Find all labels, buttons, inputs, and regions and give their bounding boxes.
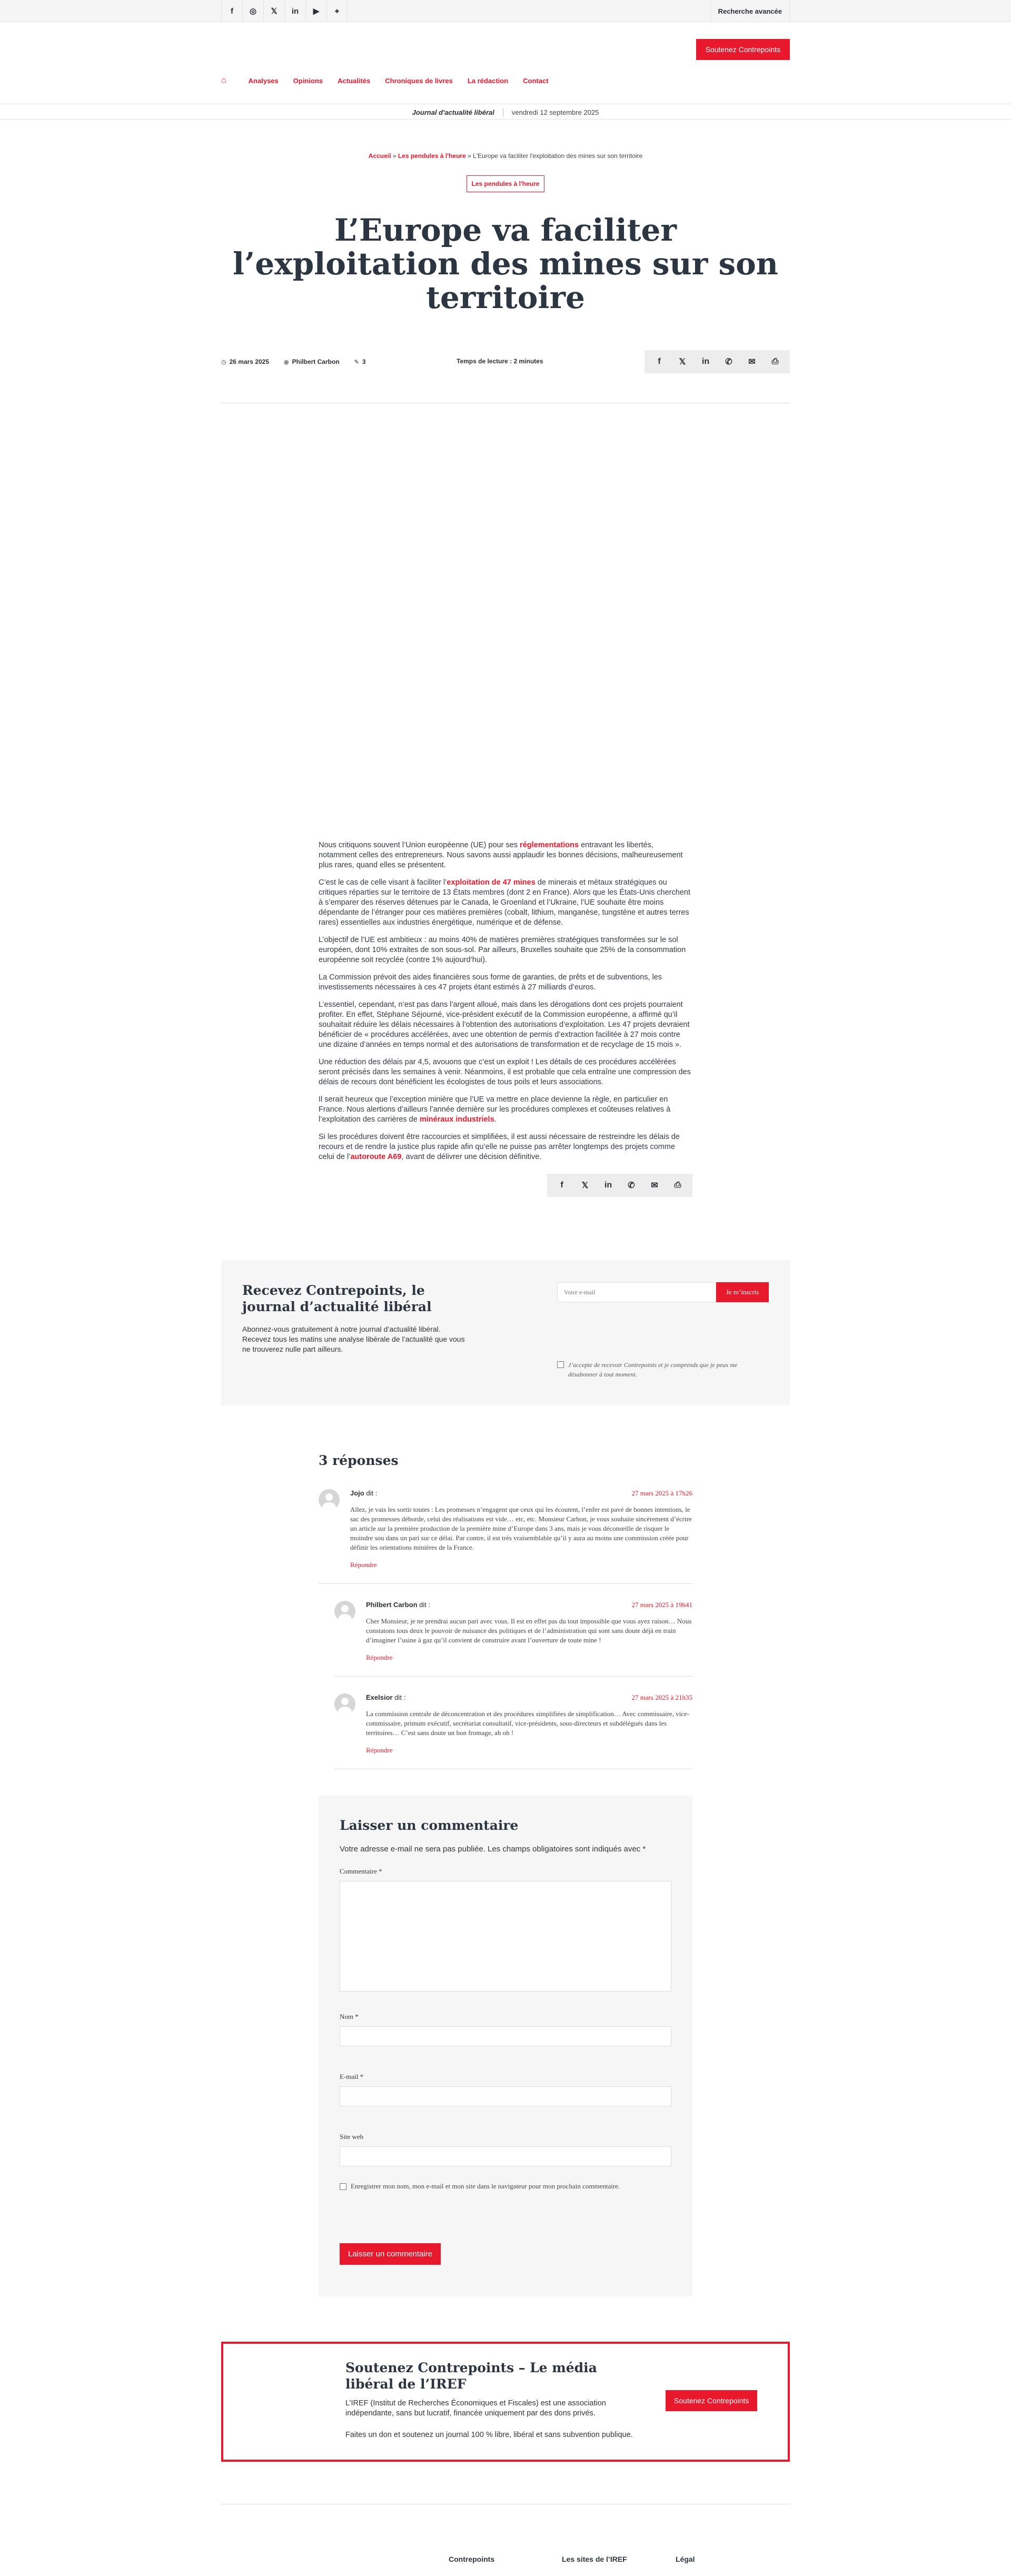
nav-item-contact[interactable]: Contact [523, 76, 549, 85]
facebook-icon[interactable]: f [221, 0, 242, 22]
paragraph: La Commission prévoit des aides financières sous forme de garanties, de prêts et de subventions, les investissements nécessaires à ces 47 projets étant estimés à 27 milliards d’euros. [319, 973, 662, 992]
paragraph: L’objectif de l’UE est ambitieux : au moins 40% de matières premières stratégiques transformées sur le sol européen, dont 10% extraites de son sous-sol. Par ailleurs, Bruxelles souhaite que 25% de la consommation européenne soit recyclée (contre 1% aujourd’hui). [319, 936, 686, 964]
advanced-search-link[interactable]: Recherche avancée [710, 0, 790, 22]
comment-form-note: Votre adresse e-mail ne sera pas publiée. Les champs obligatoires sont indiqués avec * [340, 1845, 646, 1854]
article-date: 26 mars 2025 [229, 358, 270, 365]
clock-icon: ◷ [221, 359, 226, 365]
nav-item-chroniques[interactable]: Chroniques de livres [385, 76, 453, 85]
paragraph: Si les procédures doivent être raccourcies et simplifiées, il est aussi nécessaire de restreindre les délais de recours et de rendre la justice plus rapide afin qu’elle ne puisse pas arrêter longtemps des projets comme celui de l’autoroute A69, avant de délivrer une décision définitive. [319, 1133, 680, 1161]
paragraph: Nous critiquons souvent l’Union européenne (UE) pour ses réglementations entravant les libertés, notamment celles des entrepreneurs. Nous savons aussi applaudir les bonnes décisions, malheureusement plus rares, quand elles se présentent. [319, 841, 683, 869]
link-exploitation-mines[interactable]: exploitation de 47 mines [447, 878, 536, 887]
youtube-icon[interactable]: ▶ [305, 0, 326, 22]
meta-date [221, 358, 269, 365]
page-title: L’Europe va faciliter l’exploitation des mines sur son territoire [233, 212, 778, 315]
share-whatsapp-icon[interactable]: ✆ [725, 358, 732, 366]
location-icon[interactable]: ⌖ [326, 0, 348, 22]
save-info [340, 2182, 671, 2191]
comment-date[interactable]: 27 mars 2025 à 21h35 [631, 1693, 692, 1701]
share-whatsapp-icon[interactable]: ✆ [628, 1181, 635, 1190]
article-author[interactable]: Philbert Carbon [292, 358, 340, 365]
comment-date[interactable]: 27 mars 2025 à 17h26 [631, 1489, 692, 1497]
meta-comments[interactable] [354, 358, 366, 365]
paragraph: Il serait heureux que l’exception minière que l’UE va mettre en place devienne la règle, en particulier en France. Nous alertions d’ailleurs l’année dernière sur les procédures complexes et coûteuses relatives à l’exploitation des carrières de minéraux industriels. [319, 1095, 671, 1124]
comment-text: La commission centrale de déconcentration et des procédures simplifiées de simplification… Avec commissaire, vice-commissaire, primum exécutif, secrétariat consultatif, vice-présidents, sous-directeurs et subdélégués dans les territoires… C’est sans doute un bon fromage, ah oh ! [366, 1710, 690, 1737]
featured-image-area [0, 403, 1011, 840]
nav-item-redaction[interactable]: La rédaction [467, 76, 509, 85]
consent-label: J’accepte de recevoir Contrepoints et je comprends que je peux me désabonner à tout moment. [568, 1361, 738, 1378]
support-title: Soutenez Contrepoints – Le média libéral de l’IREF [345, 2360, 597, 2392]
paragraph: L’essentiel, cependant, n’est pas dans l’argent alloué, mais dans les dérogations dont ces projets pourraient profiter. En effet, Stéphane Séjourné, vice-président exécutif de la Commission européenne, a affirmé qu’il souhaitait réduire les délais nécessaires à l’obtention des autorisations d’exploitation. Les 47 projets devraient bénéficier de « procédures accélérées, avec une obtention de permis d’extraction facilitée à 27 mois contre une dizaine d’années en temps normal et des autorisations de transformation et de recyclage de 15 mois ». [319, 1000, 690, 1049]
comment-icon: ✎ [354, 359, 359, 365]
footer-col-contrepoints: Contrepoints [449, 2555, 495, 2563]
save-info-label: Enregistrer mon nom, mon e-mail et mon site dans le navigateur pour mon prochain commentaire. [351, 2182, 620, 2190]
comments-heading: 3 réponses [319, 1453, 399, 1468]
instagram-icon[interactable]: ◎ [242, 0, 263, 22]
breadcrumb-sep: » [468, 152, 471, 160]
comment [319, 1489, 692, 1584]
name-field[interactable] [340, 2026, 671, 2046]
footer-col-legal: Légal [676, 2555, 695, 2563]
nav-item-analyses[interactable]: Analyses [248, 76, 279, 85]
tagline-bar [0, 104, 1011, 120]
avatar [319, 1489, 340, 1510]
comment-text: Cher Monsieur, je ne prendrai aucun pari avec vous. Il est en effet pas du tout impossible que vous ayez raison… Nous constatons tous deux le pouvoir de nuisance des politiques et de l’administration qui sont sans doute déjà en train d’imaginer l’usine à gaz qu’il convient de construire avant l’ouverture de toute mine ! [366, 1617, 692, 1644]
support-text: L’IREF (Institut de Recherches Économiques et Fiscales) est une association indépendante, sans but lucratif, financée uniquement par des dons privés. [345, 2399, 606, 2418]
user-icon: ◉ [284, 359, 289, 365]
website-label: Site web [340, 2133, 364, 2141]
website-field[interactable] [340, 2146, 671, 2166]
newsletter-subscribe-button[interactable]: Je m’inscris [716, 1282, 769, 1302]
article-meta [221, 350, 790, 373]
top-bar [0, 0, 1011, 22]
save-info-checkbox[interactable] [340, 2183, 346, 2190]
share-linkedin-icon[interactable]: in [604, 1181, 612, 1190]
support-button[interactable]: Soutenez Contrepoints [696, 39, 790, 60]
link-mineraux-industriels[interactable]: minéraux industriels [419, 1115, 494, 1124]
nav-item-opinions[interactable]: Opinions [293, 76, 323, 85]
link-autoroute-a69[interactable]: autoroute A69 [350, 1153, 402, 1161]
share-x-icon[interactable]: 𝕏 [581, 1181, 589, 1190]
support-banner [221, 2342, 790, 2462]
site-header [221, 22, 790, 104]
breadcrumb-home[interactable]: Accueil [368, 152, 391, 160]
comment-author: Exelsior dit : [366, 1693, 406, 1701]
tagline: Journal d'actualité libéral [412, 108, 503, 116]
category-badge[interactable]: Les pendules à l'heure [467, 175, 545, 192]
comment-form [319, 1796, 692, 2296]
footer [221, 2555, 790, 2576]
breadcrumb-sep: » [392, 152, 397, 160]
email-label: E-mail * [340, 2073, 364, 2080]
newsletter-text: Abonnez-vous gratuitement à notre journal d’actualité libéral. Recevez tous les matins une analyse libérale de l’actualité que vous ne trouverez nulle part ailleurs. [242, 1325, 465, 1353]
comment-label: Commentaire * [340, 1867, 382, 1875]
name-label: Nom * [340, 2013, 359, 2020]
email-field[interactable] [340, 2086, 671, 2106]
avatar [334, 1601, 355, 1622]
share-facebook-icon[interactable]: f [658, 357, 661, 366]
comment-author: Jojo dit : [350, 1489, 378, 1497]
reply-link[interactable]: Répondre [366, 1653, 393, 1661]
current-date: vendredi 12 septembre 2025 [511, 108, 599, 116]
breadcrumb [221, 152, 790, 160]
nav-item-actualites[interactable]: Actualités [338, 76, 371, 85]
share-print-icon[interactable]: ⎙ [674, 1181, 681, 1190]
consent-checkbox[interactable] [557, 1361, 564, 1368]
breadcrumb-current: L'Europe va faciliter l'exploitation des mines sur son territoire [473, 152, 643, 160]
link-reglementations[interactable]: réglementations [520, 841, 579, 849]
article-body [319, 840, 692, 1162]
paragraph: C’est le cas de celle visant à faciliter l’exploitation de 47 mines de minerais et métaux stratégiques ou critiques réparties sur le territoire de 13 États membres (dont 2 en France). Alors que les États-Unis cherchent à s’emparer des réserves détenues par le Canada, le Groenland et l’Ukraine, l’UE souhaite être moins dépendante de l’étranger pour ces matières premières (cobalt, lithium, manganèse, tungstène et autres terres rares) essentielles aux industries énergétique, numérique et de défense. [319, 878, 690, 927]
comment-form-title: Laisser un commentaire [340, 1818, 519, 1833]
share-bar [645, 350, 790, 373]
comments-count[interactable]: 3 [362, 358, 366, 365]
share-facebook-icon[interactable]: f [560, 1181, 563, 1190]
breadcrumb-section[interactable]: Les pendules à l'heure [398, 152, 466, 160]
newsletter-consent [557, 1360, 768, 1379]
main-nav [221, 76, 549, 85]
support-text-2: Faites un don et soutenez un journal 100 % libre, libéral et sans subvention publique. [345, 2431, 633, 2439]
share-bar-bottom [547, 1174, 692, 1197]
comment-date[interactable]: 27 mars 2025 à 19h41 [631, 1601, 692, 1609]
comment-text: Allez, je vais les sortir toutes : Les promesses n’engagent que ceux qui les écoutent, l’enfer est pavé de bonnes intentions, le sac des promesses déborde, celui des réalisations est vide… etc, etc. Monsieur Carbon, je vous souhaite sincèrement d’écrire un article sur la première production de la première mine d’Europe dans 3 ans, mais je vous déconseille de risquer le moindre sou dans un pari sur ce délai. Par contre, il est très vraisemblable qu’il y aura au moins une commission créée pour définir les orientations minières de la France. [350, 1505, 692, 1551]
submit-comment-button[interactable]: Laisser un commentaire [340, 2243, 441, 2265]
reply-link[interactable]: Répondre [366, 1746, 393, 1754]
newsletter-box [221, 1260, 790, 1405]
newsletter-email-input[interactable] [557, 1282, 716, 1302]
x-icon[interactable]: 𝕏 [263, 0, 284, 22]
reading-time: Temps de lecture : 2 minutes [457, 358, 543, 365]
meta-author[interactable] [284, 358, 340, 365]
support-banner-button[interactable]: Soutenez Contrepoints [666, 2390, 757, 2411]
linkedin-icon[interactable]: in [284, 0, 305, 22]
comment [334, 1693, 692, 1769]
share-linkedin-icon[interactable]: in [701, 357, 710, 366]
footer-col-iref: Les sites de l’IREF [562, 2555, 627, 2563]
share-email-icon[interactable]: ✉ [748, 358, 756, 366]
reply-link[interactable]: Répondre [350, 1561, 377, 1569]
comments-section [319, 1453, 692, 1769]
comment-textarea[interactable] [340, 1881, 671, 1992]
comment-author: Philbert Carbon dit : [366, 1601, 431, 1609]
share-email-icon[interactable]: ✉ [651, 1181, 658, 1190]
newsletter-form [557, 1282, 769, 1302]
home-icon[interactable]: ⌂ [221, 76, 226, 85]
social-links [221, 0, 348, 22]
comment [334, 1601, 692, 1677]
share-x-icon[interactable]: 𝕏 [679, 358, 686, 366]
paragraph: Une réduction des délais par 4,5, avouons que c’est un exploit ! Les détails de ces procédures accélérées seront précisés dans les semaines à venir. Néanmoins, il est probable que cela entraîne une compression des délais de recours dont bénéficient les écologistes de tous poils et leurs associations. [319, 1058, 691, 1086]
avatar [334, 1693, 355, 1715]
share-print-icon[interactable]: ⎙ [771, 357, 779, 366]
newsletter-title: Recevez Contrepoints, le journal d’actualité libéral [242, 1283, 432, 1314]
